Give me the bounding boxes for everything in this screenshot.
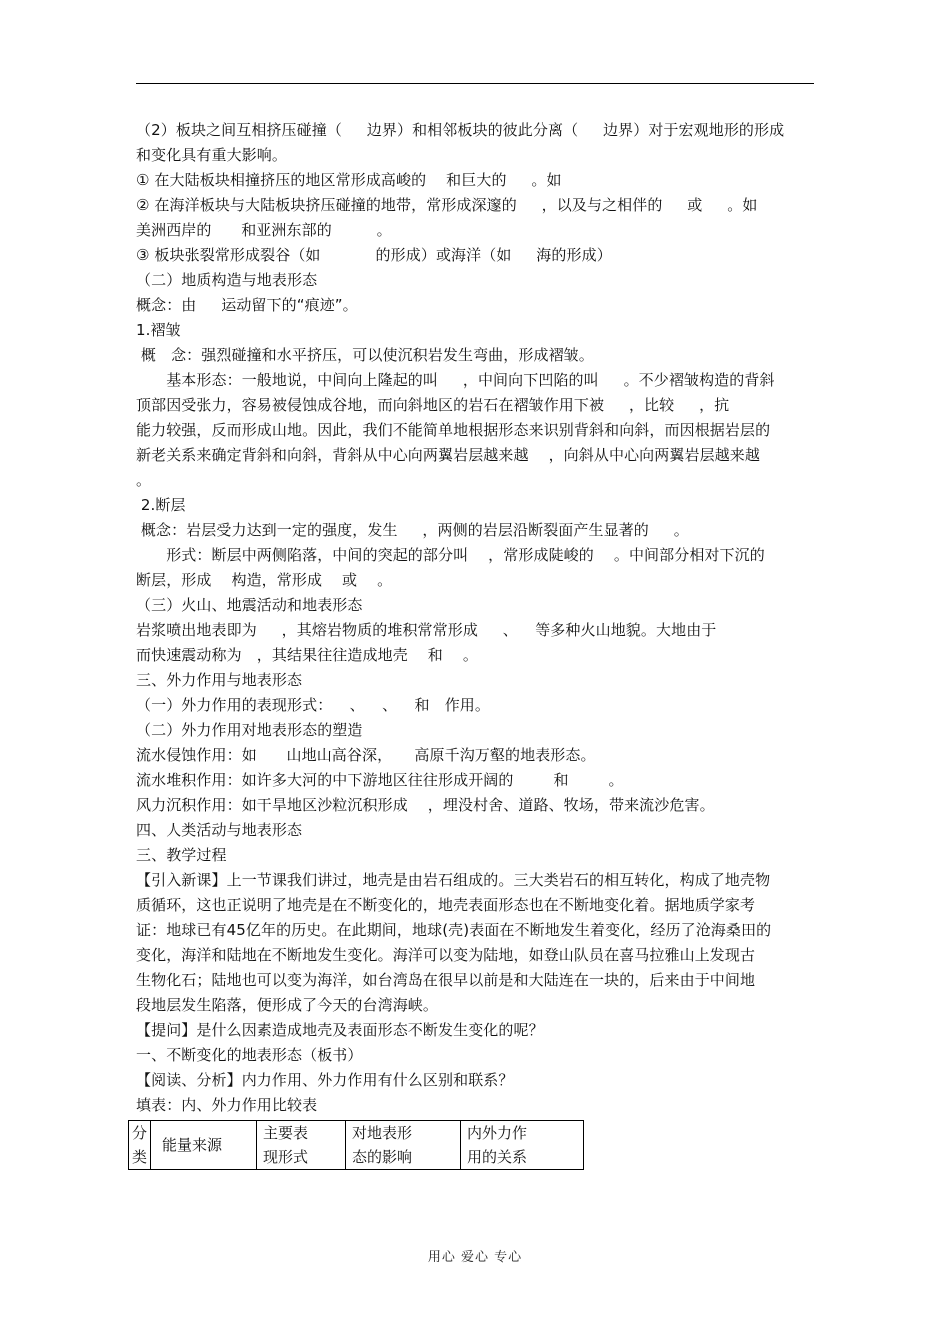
table-header-cell	[129, 1121, 151, 1170]
text-line: 概念：岩层受力达到一定的强度，发生 ，两侧的岩层沿断裂面产生显著的 。	[136, 521, 689, 539]
subsection-heading: 2.断层	[136, 496, 186, 514]
text-line: 【阅读、分析】内力作用、外力作用有什么区别和联系？	[136, 1071, 514, 1089]
text-line: 生物化石；陆地也可以变为海洋，如台湾岛在很早以前是和大陆连在一块的，后来由于中间地	[136, 971, 756, 989]
text-line: 【引入新课】上一节课我们讲过，地壳是由岩石组成的。三大类岩石的相互转化，构成了地壳物	[136, 871, 771, 889]
text-line: 能力较强，反而形成山地。因此，我们不能简单地根据形态来识别背斜和向斜，而因根据岩层的	[136, 421, 771, 439]
cell-text: 用的关系	[467, 1148, 528, 1166]
text-line: 【提问】是什么因素造成地壳及表面形态不断发生变化的呢？	[136, 1021, 544, 1039]
table-header-cell	[151, 1121, 257, 1170]
text-line: 而快速震动称为 ，其结果往往造成地壳 和 。	[136, 646, 478, 664]
text-line: 变化，海洋和陆地在不断地发生变化。海洋可以变为陆地，如登山队员在喜马拉雅山上发现古	[136, 946, 756, 964]
cell-text: 态的影响	[352, 1148, 413, 1166]
text-line: ③ 板块张裂常形成裂谷（如 的形成）或海洋（如 海的形成）	[136, 246, 612, 264]
text-line: ② 在海洋板块与大陆板块挤压碰撞的地带，常形成深邃的 ，以及与之相伴的 或 。如	[136, 196, 758, 214]
section-heading: 一、不断变化的地表形态（板书）	[136, 1046, 363, 1064]
table-header-cell	[461, 1121, 584, 1170]
text-line: 概念：由 运动留下的“痕迹”。	[136, 296, 358, 314]
text-line: 美洲西岸的 和亚洲东部的 。	[136, 221, 392, 239]
section-heading: 三、外力作用与地表形态	[136, 671, 303, 689]
text-line: 形式：断层中两侧陷落，中间的突起的部分叫 ，常形成陡峻的 。中间部分相对下沉的	[136, 546, 765, 564]
table-header-cell	[257, 1121, 346, 1170]
text-line: 岩浆喷出地表即为 ，其熔岩物质的堆积常常形成 、 等多种火山地貌。大地由于	[136, 621, 717, 639]
subsection-heading: 1.褶皱	[136, 321, 181, 339]
section-heading: （二）外力作用对地表形态的塑造	[136, 721, 363, 739]
text-line: 段地层发生陷落，便形成了今天的台湾海峡。	[136, 996, 439, 1014]
cell-text: 主要表	[263, 1124, 309, 1142]
text-line: 流水堆积作用：如许多大河的中下游地区往往形成开阔的 和 。	[136, 771, 624, 789]
cell-text: 对地表形	[352, 1124, 413, 1142]
text-line: 流水侵蚀作用：如 山地山高谷深， 高原千沟万壑的地表形态。	[136, 746, 596, 764]
text-line: 证：地球已有45亿年的历史。在此期间，地球(壳)表面在不断地发生着变化，经历了沧海桑田的	[136, 921, 772, 939]
section-heading: （三）火山、地震活动和地表形态	[136, 596, 363, 614]
text-line: 风力沉积作用：如干旱地区沙粒沉积形成 ，埋没村舍、道路、牧场，带来流沙危害。	[136, 796, 715, 814]
text-line: 概 念：强烈碰撞和水平挤压，可以使沉积岩发生弯曲，形成褶皱。	[136, 346, 594, 364]
cell-text: 类	[132, 1148, 148, 1166]
text-line: （一）外力作用的表现形式： 、 、 和 作用。	[136, 696, 491, 714]
text-line: ① 在大陆板块相撞挤压的地区常形成高峻的 和巨大的 。如	[136, 171, 562, 189]
cell-text: 能量来源	[162, 1136, 223, 1154]
text-line: 。	[136, 471, 152, 489]
cell-text: 分	[132, 1124, 148, 1142]
text-line: 质循环，这也正说明了地壳是在不断变化的，地壳表面形态也在不断地变化着。据地质学家考	[136, 896, 756, 914]
cell-text: 现形式	[263, 1148, 309, 1166]
text-line: （2）板块之间互相挤压碰撞（ 边界）和相邻板块的彼此分离（ 边界）对于宏观地形的形成	[136, 121, 785, 139]
table-header-cell	[346, 1121, 461, 1170]
document-body	[136, 118, 814, 1118]
comparison-table	[128, 1120, 584, 1170]
text-line: 顶部因受张力，容易被侵蚀成谷地，而向斜地区的岩石在褶皱作用下被 ，比较 ，抗	[136, 396, 730, 414]
text-line: 填表：内、外力作用比较表	[136, 1096, 318, 1114]
section-heading: （二）地质构造与地表形态	[136, 271, 318, 289]
table-row	[129, 1121, 584, 1170]
text-line: 和变化具有重大影响。	[136, 146, 288, 164]
section-heading: 四、人类活动与地表形态	[136, 821, 303, 839]
text-line: 断层，形成 构造，常形成 或 。	[136, 571, 393, 589]
section-heading: 三、教学过程	[136, 846, 227, 864]
text-line: 新老关系来确定背斜和向斜，背斜从中心向两翼岩层越来越 ，向斜从中心向两翼岩层越来越	[136, 446, 760, 464]
text-line: 基本形态：一般地说，中间向上隆起的叫 ，中间向下凹陷的叫 。不少褶皱构造的背斜	[136, 371, 775, 389]
cell-text: 内外力作	[467, 1124, 528, 1142]
page-footer: 用心 爱心 专心	[427, 1250, 523, 1265]
header-rule	[136, 83, 814, 84]
